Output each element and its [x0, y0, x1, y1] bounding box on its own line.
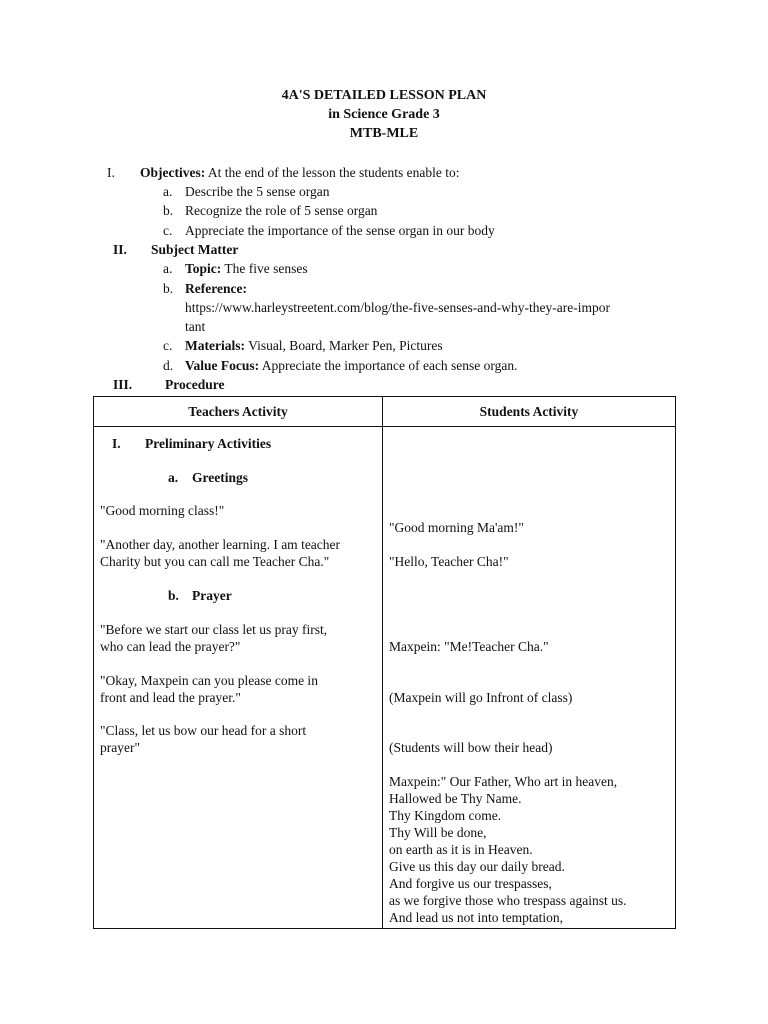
prayer-line: on earth as it is in Heaven. [389, 842, 533, 857]
objective-letter: a. [163, 184, 173, 199]
teacher-prayer-bow-line2: prayer" [100, 740, 140, 755]
prayer-title: Prayer [192, 588, 232, 603]
teacher-intro-line2: Charity but you can call me Teacher Cha." [100, 554, 330, 569]
student-hello: "Hello, Teacher Cha!" [389, 554, 509, 569]
objective-item: Recognize the role of 5 sense organ [185, 203, 378, 218]
objectives-line [140, 165, 459, 181]
students-activity-header: Students Activity [383, 397, 676, 427]
teacher-activity-cell [94, 427, 383, 929]
student-volunteer: Maxpein: "Me!Teacher Cha." [389, 639, 549, 654]
student-greeting: "Good morning Ma'am!" [389, 520, 524, 535]
reference-url-line1: https://www.harleystreetent.com/blog/the-five-senses-and-why-they-are-impor [185, 300, 610, 315]
value-focus-line [185, 358, 518, 374]
materials-text: Visual, Board, Marker Pen, Pictures [248, 338, 443, 353]
procedure-table-header-row [94, 397, 676, 427]
teacher-prayer-bow-line1: "Class, let us bow our head for a short [100, 723, 307, 738]
reference-label: Reference: [185, 281, 247, 296]
topic-letter: a. [163, 261, 173, 276]
teacher-prayer-lead-line2: front and lead the prayer." [100, 690, 241, 705]
prayer-line: as we forgive those who trespass against us. [389, 893, 627, 908]
greetings-title: Greetings [192, 470, 248, 485]
student-action-bow: (Students will bow their head) [389, 740, 553, 755]
teachers-activity-header: Teachers Activity [94, 397, 383, 427]
topic-label: Topic: [185, 261, 222, 276]
prayer-line: And lead us not into temptation, [389, 910, 563, 925]
procedure-label: Procedure [165, 377, 225, 392]
procedure-table-row [94, 427, 676, 929]
objective-item: Describe the 5 sense organ [185, 184, 330, 199]
document-subject: in Science Grade 3 [328, 107, 440, 122]
preliminary-title: Preliminary Activities [145, 436, 272, 451]
subject-matter-numeral: II. [113, 242, 127, 257]
prayer-letter: b. [168, 588, 179, 603]
reference-letter: b. [163, 281, 174, 296]
teacher-greeting: "Good morning class!" [100, 503, 225, 518]
document-title: 4A'S DETAILED LESSON PLAN [281, 88, 487, 103]
teacher-prayer-lead-line1: "Okay, Maxpein can you please come in [100, 673, 318, 688]
prayer-line: Hallowed be Thy Name. [389, 791, 522, 806]
value-focus-text: Appreciate the importance of each sense organ. [261, 358, 518, 373]
materials-line [185, 338, 443, 354]
value-focus-label: Value Focus: [185, 358, 260, 373]
objectives-text: At the end of the lesson the students enable to: [207, 165, 460, 180]
preliminary-numeral: I. [112, 436, 121, 451]
prayer-line: Thy Kingdom come. [389, 808, 502, 823]
objective-letter: c. [163, 223, 173, 238]
objectives-label: Objectives: [140, 165, 206, 180]
materials-letter: c. [163, 338, 173, 353]
objective-letter: b. [163, 203, 174, 218]
teacher-intro-line1: "Another day, another learning. I am teacher [100, 537, 341, 552]
procedure-table [93, 396, 676, 929]
materials-label: Materials: [185, 338, 245, 353]
objective-item: Appreciate the importance of the sense organ in our body [185, 223, 495, 238]
teacher-prayer-ask-line1: "Before we start our class let us pray first, [100, 622, 328, 637]
reference-url-line2: tant [185, 319, 206, 334]
prayer-line: Give us this day our daily bread. [389, 859, 565, 874]
procedure-numeral: III. [113, 377, 133, 392]
greetings-letter: a. [168, 470, 179, 485]
topic-line [185, 261, 308, 277]
prayer-line: Thy Will be done, [389, 825, 487, 840]
prayer-line: And forgive us our trespasses, [389, 876, 552, 891]
subject-matter-label: Subject Matter [151, 242, 239, 257]
objectives-numeral: I. [107, 165, 115, 180]
value-focus-letter: d. [163, 358, 174, 373]
document-program: MTB-MLE [349, 126, 419, 141]
student-activity-cell [383, 427, 676, 929]
teacher-prayer-ask-line2: who can lead the prayer?" [100, 639, 241, 654]
prayer-line: Maxpein:" Our Father, Who art in heaven, [389, 774, 618, 789]
topic-text: The five senses [224, 261, 308, 276]
student-action-front: (Maxpein will go Infront of class) [389, 690, 573, 705]
